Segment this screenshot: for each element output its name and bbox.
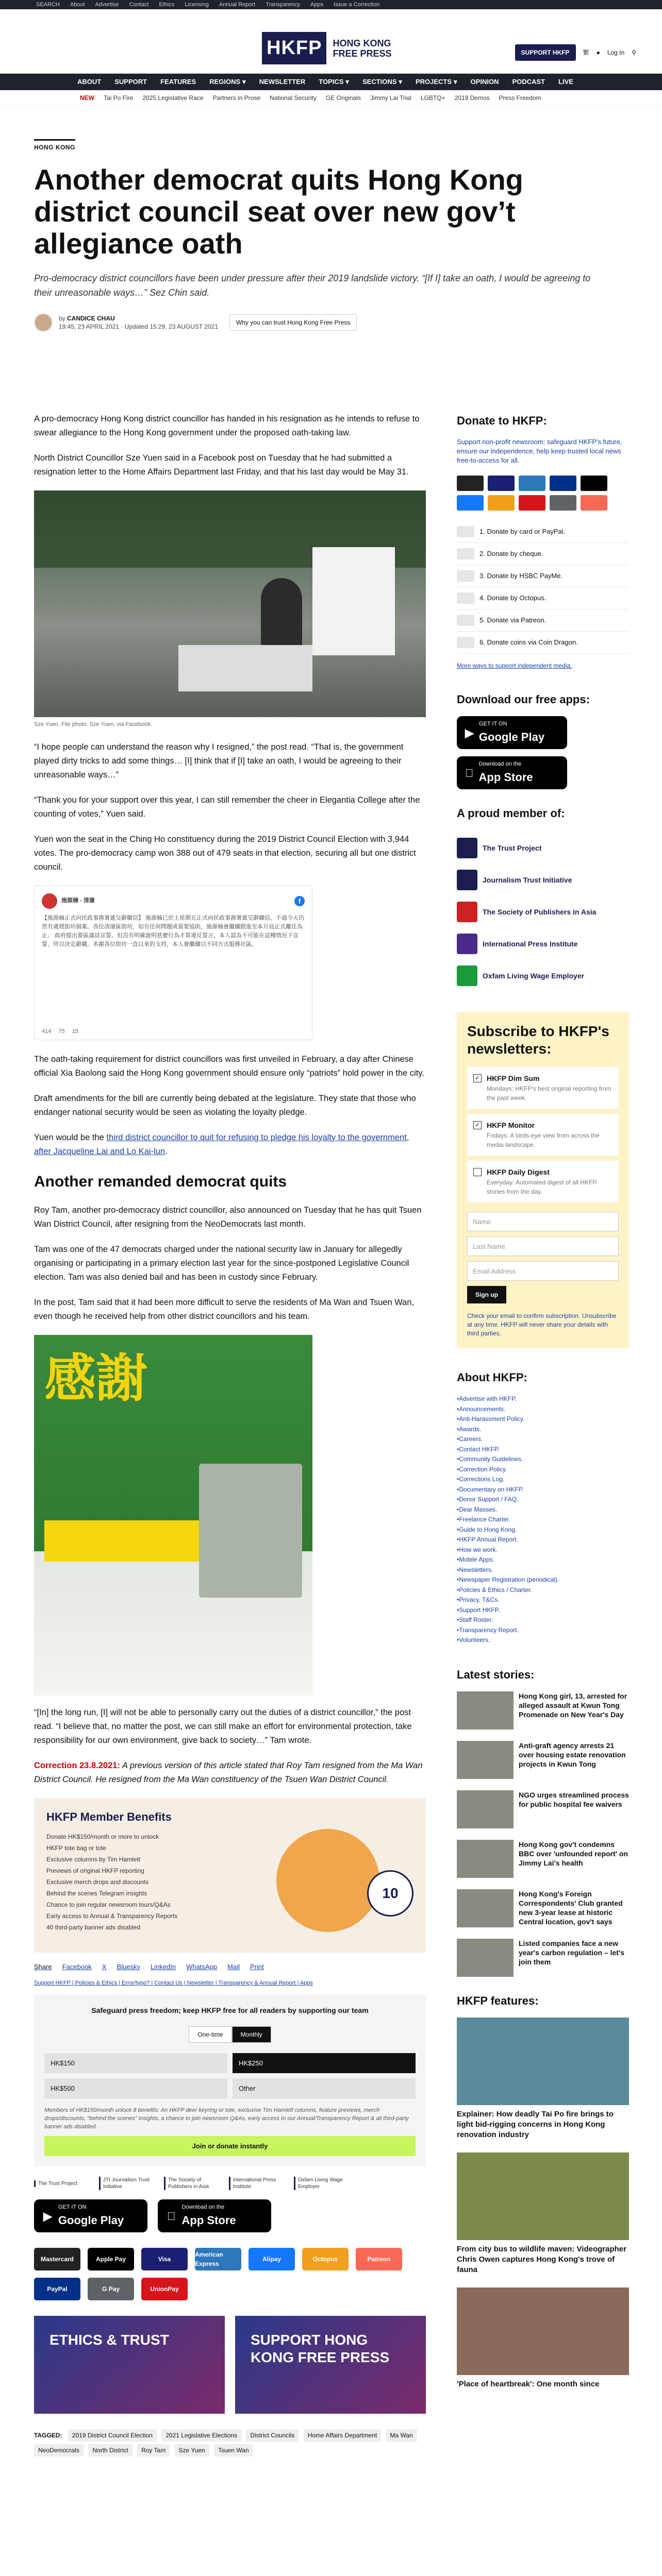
about-link[interactable]: • Staff Roster. xyxy=(457,1615,629,1625)
nav-opinion[interactable]: OPINION xyxy=(470,78,499,86)
trending-item[interactable]: Tai Po Fire xyxy=(104,94,134,101)
trending-item[interactable]: LGBTQ+ xyxy=(420,94,445,101)
newsletter-option[interactable]: HKFP Daily Digest Everyday: Automated digest of all HKFP stories from the day. xyxy=(467,1161,619,1202)
last-name-field[interactable]: Last Name xyxy=(467,1236,619,1256)
checkbox-checked[interactable]: ✓ xyxy=(473,1121,482,1129)
story-item[interactable]: Anti-graft agency arrests 21 over housing estate renovation projects in Kwun Tong xyxy=(457,1741,629,1779)
trending-item[interactable]: National Security xyxy=(270,94,317,101)
donate-title: Donate to HKFP: xyxy=(457,414,547,427)
partner-logo[interactable]: The Trust Project xyxy=(34,2180,86,2187)
sign-up-button[interactable]: Sign up xyxy=(467,1286,506,1303)
language-toggle[interactable]: 繁 xyxy=(583,49,589,56)
amount-options xyxy=(44,2053,416,2099)
member-of-title: A proud member of: xyxy=(457,807,565,820)
poster-headline: 感謝 xyxy=(44,1348,147,1409)
share-whatsapp[interactable]: WhatsApp xyxy=(186,1962,218,1971)
visa-logo: Visa xyxy=(141,2248,188,2270)
paragraph: North District Councillor Sze Yuen said in a Facebook post on Tuesday that he had submitted a resignation letter to the Home Affairs Department last Friday, and that his last day would be May 31. xyxy=(34,453,409,477)
about-link[interactable]: • Careers. xyxy=(457,1434,629,1445)
partner-logo[interactable]: Oxfam Living Wage Employer xyxy=(294,2177,345,2190)
story-item[interactable]: Hong Kong's Foreign Correspondents' Club granted new 3-year lease at historic Central location, gov't says xyxy=(457,1889,629,1927)
octopus-icon xyxy=(457,592,474,604)
checkbox[interactable] xyxy=(473,1168,482,1176)
share-bluesky[interactable]: Bluesky xyxy=(117,1962,140,1971)
ethics-banner[interactable]: ETHICS & TRUST xyxy=(34,2316,225,2414)
google-pay-logo: G Pay xyxy=(88,2278,134,2300)
story-thumbnail xyxy=(457,1691,514,1730)
inline-link[interactable]: third district councillor to quit for refusing to pledge his loyalty to the government, after Jacqueline Lai and Lo Kai-lun xyxy=(34,1132,409,1156)
chevron-down-icon: ▾ xyxy=(454,78,457,86)
octopus-logo: Octopus xyxy=(302,2248,349,2270)
benefit-item: Chance to join regular newsroom tours/Q&As xyxy=(46,1901,171,1908)
app-store-button[interactable]: Download on the App Store xyxy=(158,2199,271,2232)
user-icon[interactable]: ● xyxy=(596,49,600,56)
about-link[interactable]: • Awards. xyxy=(457,1425,629,1435)
search-icon[interactable]: ⚲ xyxy=(632,49,636,56)
support-hkfp-button[interactable]: SUPPORT HKFP xyxy=(515,44,576,61)
payme-icon xyxy=(457,570,474,582)
fb-avatar xyxy=(42,893,57,909)
subheading: Another remanded democrat quits xyxy=(34,1173,287,1190)
story-thumbnail xyxy=(457,1939,514,1977)
tag[interactable]: 2021 Legislative Elections xyxy=(161,2429,241,2442)
apps-title: Download our free apps: xyxy=(457,693,590,706)
tag[interactable]: NeoDemocrats xyxy=(34,2444,84,2456)
paragraph: Tam was one of the 47 democrats charged under the national security law in January for allegedly organising or participating in a primary election last year for the since-postponed Legislative Council election. Tam was also denied bail and has been in custody since February. xyxy=(34,1244,409,1282)
newsletter-option[interactable]: ✓ HKFP Monitor Fridays: A birds-eye view from across the media landscape. xyxy=(467,1114,619,1156)
about-link[interactable]: • Donor Support / FAQ. xyxy=(457,1495,629,1505)
about-link[interactable]: • Correction Policy. xyxy=(457,1465,629,1475)
apple-pay-logo: Apple Pay xyxy=(88,2248,134,2270)
topbar-apps[interactable]: Apps xyxy=(310,1,324,8)
share-bar xyxy=(34,1962,426,1972)
tag[interactable]: 2019 District Council Election xyxy=(68,2429,157,2442)
about-link[interactable]: • Newspaper Registration (periodical). xyxy=(457,1575,629,1585)
nav-podcast[interactable]: PODCAST xyxy=(512,78,545,86)
hkfp-logo[interactable] xyxy=(262,32,391,64)
about-link[interactable]: • Policies & Ethics / Charter. xyxy=(457,1585,629,1596)
paragraph: Yuen would be the third district councillor to quit for refusing to pledge his loyalty to the government, after Jacqueline Lai and Lo Kai-lun. xyxy=(34,1132,409,1156)
feature-image[interactable] xyxy=(457,2018,629,2105)
benefit-item: Behind the scenes Telegram insights xyxy=(46,1889,147,1897)
about-link[interactable]: • Community Guidelines. xyxy=(457,1454,629,1465)
donation-method[interactable]: 1. Donate by card or PayPal. xyxy=(457,521,629,543)
trending-item[interactable]: Partners in Prose xyxy=(212,94,261,101)
tag[interactable]: Tsuen Wan xyxy=(214,2444,253,2456)
google-play-icon: ▶ xyxy=(465,726,474,739)
nav-topics[interactable]: TOPICS ▾ xyxy=(319,77,349,87)
membership-logo[interactable]: The Trust Project xyxy=(457,832,629,864)
google-play-button[interactable]: ▶ GET IT ON Google Play xyxy=(34,2199,147,2232)
tag[interactable]: Sze Yuen xyxy=(175,2444,209,2456)
google-play-icon: ▶ xyxy=(43,2209,52,2223)
feature-title[interactable]: 'Place of heartbreak': One month since xyxy=(457,2379,600,2388)
feature-image[interactable] xyxy=(457,2153,629,2240)
article-footer-links[interactable]: Support HKFP | Policies & Ethics | Error/typo? | Contact Us | Newsletter | Transparency & Annual Report | Apps xyxy=(34,1980,313,1986)
about-link[interactable]: • HKFP Annual Report. xyxy=(457,1535,629,1545)
donate-note[interactable]: Support non-profit newsroom: safeguard HKFP's future, ensure our independence, help keep trusted local news free-to-access for all. xyxy=(457,438,622,464)
monthly-option[interactable]: Monthly xyxy=(232,2026,271,2043)
trending-bar xyxy=(0,90,662,106)
sidebar-payment-logos xyxy=(457,476,629,511)
trending-item[interactable]: GE Originals xyxy=(325,94,361,101)
about-link[interactable]: • Support HKFP. xyxy=(457,1605,629,1616)
about-link[interactable]: • Documentary on HKFP. xyxy=(457,1485,629,1495)
about-link[interactable]: • Dear Masses. xyxy=(457,1505,629,1515)
nav-live[interactable]: LIVE xyxy=(558,78,573,86)
tag[interactable]: District Councils xyxy=(246,2429,299,2442)
member-benefits-list xyxy=(46,1831,177,1933)
top-utility-bar xyxy=(0,0,662,9)
email-field[interactable]: Email Address xyxy=(467,1261,619,1281)
paragraph: Draft amendments for the bill are currently being debated at the legislature. They state that those who endanger national security would be seen as violating the loyalty pledge. xyxy=(34,1093,416,1117)
checkbox-checked[interactable]: ✓ xyxy=(473,1074,482,1082)
about-link[interactable]: • How we work. xyxy=(457,1545,629,1555)
publish-dates: 19:45, 23 APRIL 2021 · Updated 15:29, 23 AUGUST 2021 xyxy=(59,323,218,330)
paypal-logo: PayPal xyxy=(34,2278,80,2300)
why-trust-button[interactable]: Why you can trust Hong Kong Free Press xyxy=(229,314,357,331)
features-title: HKFP features: xyxy=(457,1994,539,2007)
about-link[interactable]: • Anti-Harassment Policy. xyxy=(457,1414,629,1425)
paragraph: Roy Tam, another pro-democracy district councillor, also announced on Tuesday that he has quit Tsuen Wan District Council, after resigning from the NeoDemocrats last month. xyxy=(34,1205,422,1229)
amount-option[interactable]: HK$250 xyxy=(233,2053,416,2074)
tags-label: TAGGED: xyxy=(34,2432,62,2439)
anniversary-badge: 10 xyxy=(367,1870,413,1917)
nav-newsletter[interactable]: NEWSLETTER xyxy=(259,78,306,86)
facebook-embed[interactable] xyxy=(34,886,312,1040)
partner-logo[interactable]: JTI Journalism Trust Initiative xyxy=(99,2177,151,2190)
patreon-logo: Patreon xyxy=(356,2248,402,2270)
card-icon xyxy=(457,526,474,537)
donation-method[interactable]: 6. Donate coins via Coin Dragon. xyxy=(457,632,629,654)
promo-banners xyxy=(34,2316,426,2414)
story-thumbnail xyxy=(457,1889,514,1927)
newsletter-note: Check your email to confirm subscription. Unsubscribe at any time. HKFP will never share your details with third parties. xyxy=(467,1312,617,1337)
trending-item[interactable]: Press Freedom xyxy=(499,94,541,101)
benefit-item: 40 third-party banner ads disabled xyxy=(46,1923,141,1931)
latest-title: Latest stories: xyxy=(457,1668,535,1681)
member-sub: Donate HK$150/month or more to unlock xyxy=(46,1833,159,1840)
story-thumbnail xyxy=(457,1741,514,1779)
article-body xyxy=(34,412,426,2462)
paragraph: The oath-taking requirement for district councillors was first unveiled in February, a day after Chinese official Xia Baolong said the Hong Kong government should ensure only “patriots” hold power in the city. xyxy=(34,1054,425,1078)
sidebar xyxy=(457,412,629,2402)
paragraph: Yuen won the seat in the Ching Ho constituency during the 2019 District Council Election with 3,944 votes. The pro-democracy camp won 388 out of 479 seats in that election, securing all but one district council. xyxy=(34,834,416,872)
login-link[interactable]: Log In xyxy=(607,49,625,56)
about-link[interactable]: • Newsletters. xyxy=(457,1565,629,1575)
alipay-logo: Alipay xyxy=(249,2248,295,2270)
membership-logo[interactable]: Journalism Trust Initiative xyxy=(457,864,629,896)
story-item[interactable]: Hong Kong girl, 13, arrested for alleged assault at Kwun Tong Promenade on New Year's Day xyxy=(457,1691,629,1730)
about-link[interactable]: • Transparency Report. xyxy=(457,1625,629,1636)
about-title: About HKFP: xyxy=(457,1371,527,1384)
amount-option[interactable]: Other xyxy=(233,2078,416,2099)
about-link[interactable]: • Corrections Log. xyxy=(457,1475,629,1485)
about-link[interactable]: • Announcements. xyxy=(457,1404,629,1415)
header-actions xyxy=(515,44,636,61)
trending-item[interactable]: 2025 Legislative Race xyxy=(142,94,204,101)
payment-logos xyxy=(34,2248,426,2300)
feature-image[interactable] xyxy=(457,2287,629,2375)
logo-name: HONG KONG FREE PRESS xyxy=(333,38,392,59)
correction-note: Correction 23.8.2021: A previous version of this article stated that Roy Tam resigned from the Ma Wan District Council. He resigned from the Ma Wan constituency of the Tsuen Wan District Council. xyxy=(34,1760,423,1784)
donation-methods xyxy=(457,521,629,654)
facebook-icon: f xyxy=(294,896,305,906)
app-buttons xyxy=(34,2199,426,2232)
deer-mascot-image xyxy=(276,1829,379,1932)
more-ways-link[interactable]: More ways to support independent media. xyxy=(457,662,572,669)
nav-support[interactable]: SUPPORT xyxy=(114,78,147,86)
author-avatar xyxy=(34,313,53,332)
main-nav xyxy=(0,74,662,90)
fb-likes[interactable]: 414 xyxy=(42,1028,52,1035)
nav-regions[interactable]: REGIONS ▾ xyxy=(209,77,246,87)
trending-item[interactable]: 2019 Demos xyxy=(454,94,490,101)
share-print[interactable]: Print xyxy=(250,1962,264,1971)
chevron-down-icon: ▾ xyxy=(242,78,246,86)
about-link[interactable]: • Freelance Charter. xyxy=(457,1515,629,1525)
fb-page-name[interactable]: 施源楠 - 清濠 xyxy=(61,897,95,904)
tag[interactable]: North District xyxy=(88,2444,132,2456)
benefit-item: Previews of original HKFP reporting xyxy=(46,1867,144,1874)
paragraph: “[In] the long run, [I] will not be able to personally carry out the duties of a district councillor,” the post read. “I believe that, no matter the post, we can still make an effort for environmental protection, take responsibility for our own environment, give back to society…” Tam wrote. xyxy=(34,1707,412,1745)
newsletter-signup xyxy=(457,1012,629,1348)
partner-logos xyxy=(34,2177,426,2190)
newsletter-option[interactable]: ✓ HKFP Dim Sum Mondays: HKFP's best original reporting from the past week. xyxy=(467,1067,619,1109)
about-link[interactable]: • Advertise with HKFP. xyxy=(457,1394,629,1404)
partner-logo[interactable]: International Press Institute xyxy=(229,2177,280,2190)
fb-reactions xyxy=(42,1027,305,1036)
frequency-toggle xyxy=(44,2026,416,2043)
tag-list xyxy=(34,2429,426,2459)
feature-title[interactable]: From city bus to wildlife maven: Videographer Chris Owen captures Hong Kong's trove of fauna xyxy=(457,2244,626,2274)
article-lede: Pro-democracy district councillors have been under pressure after their 2019 landslide victory. “[If I] take an oath, I would be agreeing to their unreasonable ways…” Sez Chin said. xyxy=(34,273,591,298)
topbar-licensing[interactable]: Licensing xyxy=(185,1,209,8)
story-thumbnail xyxy=(457,1840,514,1878)
story-item[interactable]: Listed companies face a new year's carbon regulation – let's join them xyxy=(457,1939,629,1977)
author-info: by CANDICE CHAU 19:45, 23 APRIL 2021 · Updated 15:29, 23 AUGUST 2021 xyxy=(59,314,218,330)
about-link[interactable]: • Contact HKFP. xyxy=(457,1445,629,1455)
paragraph: A pro-democracy Hong Kong district councillor has handed in his resignation as he intends to refuse to swear allegiance to the Hong Kong government under the proposed oath-taking law. xyxy=(34,414,420,437)
chevron-down-icon: ▾ xyxy=(399,78,402,86)
trending-item[interactable]: Jimmy Lai Trial xyxy=(370,94,411,101)
fb-post-text: 【施源楠正式向民政事務署遞交辭職信】 施源楠已於上星期五正式向民政事務署遞交辭職信，不過今天仍然有處理街坊個案。各位清濠區街坊，如有任何問題或需要協助，施源楠會繼續跟進至本月底正式離任為止。 政府提出要區議員宣誓，但沒有明確說明甚麼行為才算違反誓言，本人認為不可能在這種情況下宣誓，所以決定辭職。多謝各位街坊一直以來的支持，本人會繼續以不同方式服務社區。 xyxy=(42,914,305,947)
about-links xyxy=(457,1394,629,1646)
about-link[interactable]: • Mobile Apps. xyxy=(457,1555,629,1565)
sidebar-app-store[interactable]: Download on the App Store xyxy=(457,756,567,789)
about-link[interactable]: • Guide to Hong Kong. xyxy=(457,1525,629,1535)
donate-note: Members of HK$150/month unlock 8 benefits: An HKFP deer keyring or tote, exclusive Tim Hamlett columns, feature previews, merch drops/discounts, “behind the scenes” insights, a chance to join newsroom Q&As, early access to our Annual/Transparency Report & all third-party banner ads disabled. xyxy=(44,2107,409,2130)
section-tag[interactable]: HONG KONG xyxy=(34,139,75,152)
newsletter-title: Subscribe to HKFP's newsletters: xyxy=(467,1023,609,1057)
donation-method[interactable]: 4. Donate by Octopus. xyxy=(457,587,629,609)
benefit-item: Early access to Annual & Transparency Reports xyxy=(46,1912,178,1920)
share-x[interactable]: X xyxy=(102,1962,107,1971)
membership-logos xyxy=(457,832,629,992)
article-title: Another democrat quits Hong Kong district council seat over new gov’t allegiance oath xyxy=(34,163,523,260)
byline xyxy=(34,313,627,332)
photo-caption: Sze Yuen. File photo: Sze Yuen, via Facebook. xyxy=(34,721,152,727)
donate-heading: Safeguard press freedom; keep HKFP free for all readers by supporting our team xyxy=(91,2006,369,2014)
donation-method[interactable]: 2. Donate by cheque. xyxy=(457,543,629,565)
partner-logo[interactable]: The Society of Publishers in Asia xyxy=(164,2177,216,2190)
amount-option[interactable]: HK$150 xyxy=(44,2053,227,2074)
about-link[interactable]: • Privacy, T&Cs. xyxy=(457,1595,629,1605)
one-time-option[interactable]: One-time xyxy=(189,2026,231,2043)
tag[interactable]: Home Affairs Department xyxy=(304,2429,382,2442)
donation-method[interactable]: 3. Donate by HSBC PayMe. xyxy=(457,565,629,587)
fb-shares[interactable]: 15 xyxy=(72,1028,78,1035)
unionpay-logo: UnionPay xyxy=(141,2278,188,2300)
topbar-about[interactable]: About xyxy=(70,1,85,8)
tag[interactable]: Ma Wan xyxy=(386,2429,417,2442)
join-donate-button[interactable]: Join or donate instantly xyxy=(44,2136,416,2157)
topbar-annual-report[interactable]: Annual Report xyxy=(219,1,256,8)
latest-stories xyxy=(457,1691,629,1977)
story-item[interactable]: Hong Kong gov't condemns BBC over 'unfounded report' on Jimmy Lai's health xyxy=(457,1840,629,1878)
about-link[interactable]: • Volunteers. xyxy=(457,1635,629,1646)
author-name[interactable]: CANDICE CHAU xyxy=(67,314,115,322)
sidebar-google-play[interactable]: ▶ GET IT ON Google Play xyxy=(457,716,567,749)
share-linkedin[interactable]: LinkedIn xyxy=(151,1962,176,1971)
membership-logo[interactable]: International Press Institute xyxy=(457,928,629,960)
member-title: HKFP Member Benefits xyxy=(46,1810,172,1823)
benefit-item: Exclusive merch drops and discounts xyxy=(46,1878,149,1886)
feature-title[interactable]: Explainer: How deadly Tai Po fire brings to light bid-rigging concerns in Hong Kong renovation industry xyxy=(457,2109,614,2139)
nav-about[interactable]: ABOUT xyxy=(77,78,102,86)
share-mail[interactable]: Mail xyxy=(227,1962,240,1971)
new-badge: NEW xyxy=(80,94,94,101)
amex-logo: American Express xyxy=(195,2248,241,2270)
paragraph: In the post, Tam said that it had been more difficult to serve the residents of Ma Wan and Tsuen Wan, even though he received help from other district councillors and his team. xyxy=(34,1297,415,1321)
topbar-contact[interactable]: Contact xyxy=(129,1,149,8)
amount-option[interactable]: HK$500 xyxy=(44,2078,227,2099)
article-photo xyxy=(34,490,426,717)
nav-features[interactable]: FEATURES xyxy=(160,78,196,86)
chevron-down-icon: ▾ xyxy=(345,78,349,86)
tag[interactable]: Roy Tam xyxy=(137,2444,170,2456)
topbar-search[interactable]: SEARCH xyxy=(36,1,60,8)
fb-comments[interactable]: 75 xyxy=(58,1028,65,1035)
masthead xyxy=(0,9,662,74)
topbar-ethics[interactable]: Ethics xyxy=(159,1,175,8)
donate-widget xyxy=(34,1995,426,2167)
nav-sections[interactable]: SECTIONS ▾ xyxy=(362,77,402,87)
article-header xyxy=(34,139,627,332)
story-thumbnail xyxy=(457,1790,514,1828)
benefit-item: HKFP tote bag or tote xyxy=(46,1844,106,1852)
topbar-advertise[interactable]: Advertise xyxy=(95,1,119,8)
member-benefits-banner[interactable] xyxy=(34,1798,426,1953)
benefit-item: Exclusive columns by Tim Hamlett xyxy=(46,1855,141,1863)
donation-method[interactable]: 5. Donate via Patreon. xyxy=(457,609,629,632)
apple-icon xyxy=(167,2208,176,2225)
story-item[interactable]: NGO urges streamlined process for public hospital fee waivers xyxy=(457,1790,629,1828)
topbar-correction[interactable]: Issue a Correction xyxy=(334,1,380,8)
membership-logo[interactable]: The Society of Publishers in Asia xyxy=(457,896,629,928)
cheque-icon xyxy=(457,548,474,560)
coin-icon xyxy=(457,637,474,648)
topbar-transparency[interactable]: Transparency xyxy=(266,1,300,8)
embedded-poster-image xyxy=(34,1335,312,1696)
feature-stories xyxy=(457,2018,629,2389)
share-label: Share xyxy=(34,1962,52,1971)
share-facebook[interactable]: Facebook xyxy=(62,1962,92,1971)
apple-icon xyxy=(465,765,474,782)
patreon-icon xyxy=(457,615,474,626)
membership-logo[interactable]: Oxfam Living Wage Employer xyxy=(457,960,629,992)
first-name-field[interactable]: Name xyxy=(467,1212,619,1231)
paragraph: “Thank you for your support over this year, I can still remember the cheer in Elegantia College after the counting of votes,” Yuen said. xyxy=(34,795,420,819)
mastercard-logo: Mastercard xyxy=(34,2248,80,2270)
support-banner[interactable]: SUPPORT HONG KONG FREE PRESS xyxy=(235,2316,426,2414)
nav-projects[interactable]: PROJECTS ▾ xyxy=(416,77,457,87)
paragraph: “I hope people can understand the reason why I resigned,” the post read. “That is, the government played dirty tricks to add some things… [I] think that if [I] take an oath, I would be agreeing to their unreasonable ways…” xyxy=(34,742,404,779)
logo-mark: HKFP xyxy=(262,32,326,64)
